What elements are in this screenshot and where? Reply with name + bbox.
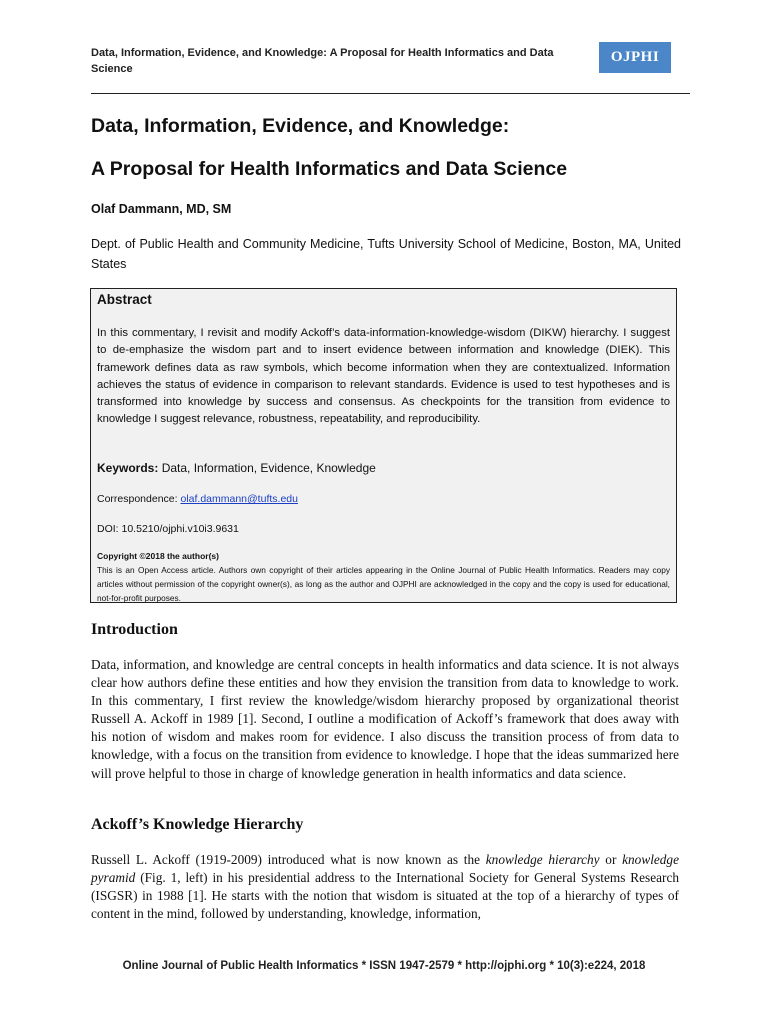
ackoff-text-part-2: or [599, 852, 623, 867]
keywords-label: Keywords: [97, 461, 159, 475]
page-footer: Online Journal of Public Health Informatics * ISSN 1947-2579 * http://ojphi.org * 10(3):e224, 2018 [122, 960, 646, 972]
correspondence-label: Correspondence: [97, 493, 178, 505]
correspondence-email-link[interactable]: olaf.dammann@tufts.edu [180, 493, 298, 505]
running-header: Data, Information, Evidence, and Knowledge: A Proposal for Health Informatics and Data Science [91, 47, 554, 75]
author-affiliation: Dept. of Public Health and Community Medicine, Tufts University School of Medicine, Boston, MA, United States [91, 237, 681, 271]
introduction-paragraph: Data, information, and knowledge are central concepts in health informatics and data science. It is not always clear how authors define these entities and how they envision the transition from data to knowledge to work. In this commentary, I first review the knowledge/wisdom hierarchy proposed by organizational theorist Russell A. Ackoff in 1989 [1]. Second, I outline a modification of Ackoff’s framework that does away with his notion of wisdom and makes room for evidence. I also discuss the transition process of from data to knowledge, with a focus on the transition from evidence to knowledge. I hope that the ideas summarized here will prove helpful to those in charge of knowledge generation in health informatics and data science. [91, 657, 679, 781]
abstract-heading: Abstract [97, 292, 152, 307]
ackoff-term-knowledge-pyramid: knowledge pyramid [91, 852, 679, 886]
author-name: Olaf Dammann, MD, SM [91, 202, 232, 216]
copyright-text: This is an Open Access article. Authors own copyright of their articles appearing in the Online Journal of Public Health Informatics. Readers may copy articles without permission of the copyright owner(s), as long as the author and OJPHI are acknowledged in the copy and the copy is used for educational, not-for-profit purposes. [97, 565, 670, 603]
journal-badge: OJPHI [599, 42, 671, 73]
article-title-line-2: A Proposal for Health Informatics and Data Science [91, 158, 568, 180]
ackoff-section-heading: Ackoff’s Knowledge Hierarchy [91, 816, 304, 833]
keywords-value: Data, Information, Evidence, Knowledge [161, 461, 376, 475]
ackoff-text-part-3: (Fig. 1, left) in his presidential address to the International Society for General Systems Research (ISGSR) in 1988 [1]. He starts with the notion that wisdom is situated at the top of a hierarchy of types of content in the mind, followed by understanding, knowledge, information, [91, 870, 679, 922]
correspondence [97, 493, 298, 505]
article-title-line-1: Data, Information, Evidence, and Knowledge: [91, 115, 510, 137]
keywords [97, 461, 376, 475]
doi: DOI: 10.5210/ojphi.v10i3.9631 [97, 523, 239, 535]
ackoff-paragraph [91, 851, 679, 923]
abstract-box [90, 288, 677, 603]
ackoff-text-part-1: Russell L. Ackoff (1919-2009) introduced what is now known as the [91, 852, 486, 867]
copyright-label: Copyright ©2018 the author(s) [97, 551, 219, 561]
header-divider [91, 93, 690, 94]
ackoff-term-knowledge-hierarchy: knowledge hierarchy [485, 852, 600, 867]
introduction-heading: Introduction [91, 621, 178, 638]
abstract-text: In this commentary, I revisit and modify Ackoff’s data-information-knowledge-wisdom (DIKW) hierarchy. I suggest to de-emphasize the wisdom part and to insert evidence between information and knowledge (DIEK). This framework defines data as raw symbols, which become information when they are contextualized. Information achieves the status of evidence in comparison to relevant standards. Evidence is used to test hypotheses and is transformed into knowledge by success and consensus. As checkpoints for the transition from evidence to knowledge I suggest relevance, robustness, repeatability, and reproducibility. [97, 327, 670, 426]
